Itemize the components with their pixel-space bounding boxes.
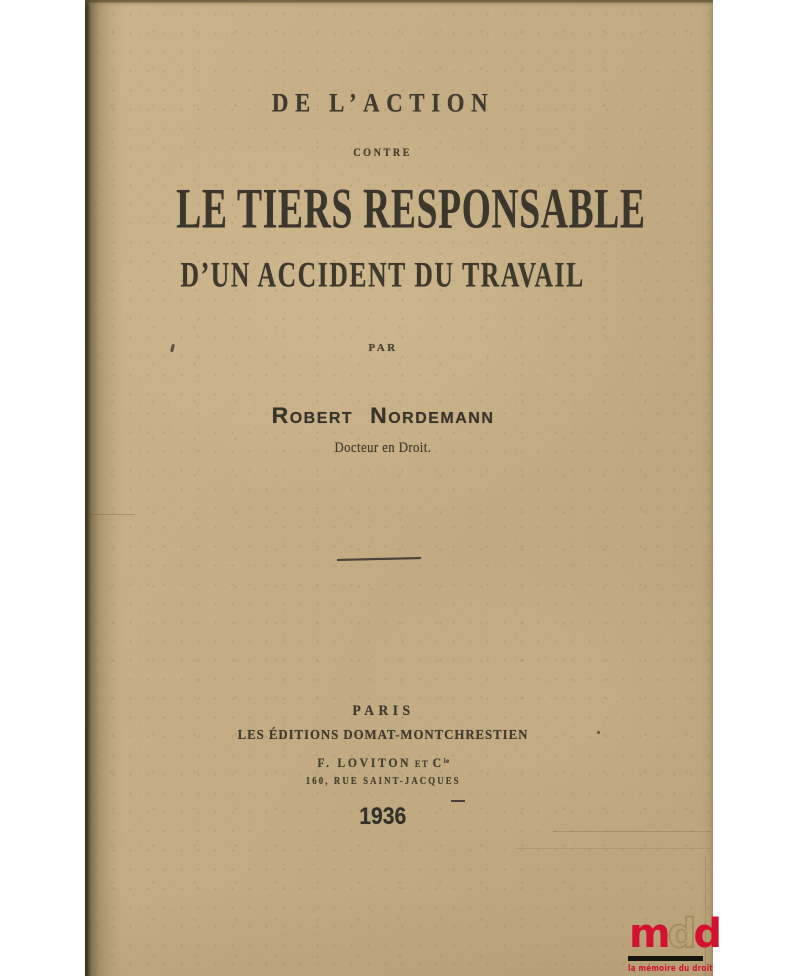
author-name-text: Robert Nordemann [271, 402, 495, 428]
title-connector-text: CONTRE [353, 145, 413, 159]
imprint-firm [85, 754, 681, 772]
author-name [85, 403, 681, 427]
firm-cie: C [432, 755, 444, 770]
half-title-text: DE L’ACTION [271, 89, 495, 119]
book-title [85, 178, 681, 241]
imprint-year [85, 805, 681, 829]
imprint-address [85, 776, 681, 788]
logo-wordmark [629, 911, 719, 957]
firm-name: F. LOVITON [316, 755, 411, 770]
paper-crease [515, 848, 711, 849]
title-connector [85, 146, 681, 159]
imprint-publisher-text: LES ÉDITIONS DOMAT-MONTCHRESTIEN [237, 728, 529, 743]
paper-crease [553, 831, 711, 832]
firm-cie-superscript: ie [443, 756, 450, 765]
book-title-text: LE TIERS RESPONSABLE [176, 178, 646, 241]
book-subtitle-text: D’UN ACCIDENT DU TRAVAIL [180, 253, 586, 295]
logo-tagline: la mémoire du droit [628, 964, 713, 974]
year-rule [451, 800, 465, 802]
byline-label-text: PAR [368, 342, 398, 354]
logo-letter-m: m [629, 911, 668, 957]
author-credential-text: Docteur en Droit. [334, 440, 432, 456]
half-title [85, 90, 681, 118]
separator-rule [337, 557, 421, 561]
paper-crease [89, 514, 135, 515]
ink-dot [597, 731, 600, 734]
book-subtitle [85, 253, 681, 295]
title-page-paper [85, 0, 719, 976]
imprint-firm-text [317, 754, 449, 772]
logo-letter-d: d [693, 911, 719, 957]
imprint-address-text: 160, RUE SAINT-JACQUES [305, 776, 461, 787]
imprint-city [85, 703, 681, 719]
imprint-city-text: PARIS [351, 703, 415, 719]
firm-et: ET [414, 760, 429, 770]
logo-letter-d-outline: d [667, 911, 694, 957]
imprint-publisher [85, 728, 681, 744]
imprint-year-text: 1936 [359, 803, 407, 830]
author-credential [85, 440, 681, 456]
bookseller-logo [628, 911, 719, 974]
